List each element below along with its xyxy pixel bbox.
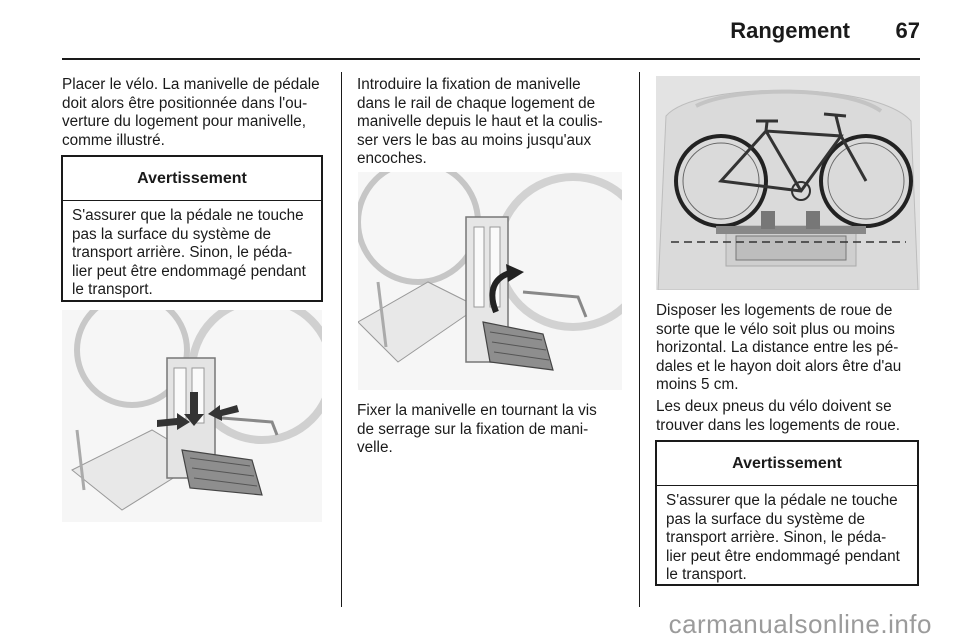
header-rule [62, 58, 920, 60]
col2-paragraph-2: Fixer la manivelle en tournant la vis de serrage sur la fixation de mani- velle. [357, 402, 597, 456]
warning-text: S'assurer que la pédale ne touche pas la surface du système de transport arrière. Sinon, le péda- lier peut être endommagé pendant le transport. [72, 207, 306, 298]
watermark: carmanualsonline.info [668, 609, 932, 639]
warning-box-2 [655, 440, 919, 586]
warning-title: Avertissement [63, 157, 321, 201]
warning-box-1 [61, 155, 323, 302]
col3-paragraph-2: Les deux pneus du vélo doivent se trouver dans les logements de roue. [656, 398, 901, 434]
warning-text: S'assurer que la pédale ne touche pas la surface du système de transport arrière. Sinon, le péda- lier peut être endommagé pendant le transport. [666, 492, 900, 583]
col3-paragraph-1: Disposer les logements de roue de sorte que le vélo soit plus ou moins horizontal. La distance entre les pé- dales et le hayon doit alors être d'au moins 5 cm. [656, 302, 902, 393]
crank-fixing-illustration [358, 172, 622, 390]
page-header [62, 16, 920, 60]
pedal-insertion-illustration [62, 310, 322, 522]
page-number: 67 [895, 18, 920, 43]
column-divider-1 [341, 72, 342, 607]
bike-on-carrier-illustration [656, 76, 920, 290]
warning-title: Avertissement [657, 442, 917, 486]
column-divider-2 [639, 72, 640, 607]
col1-paragraph-1: Placer le vélo. La manivelle de pédale doit alors être positionnée dans l'ou- verture du logement pour manivelle, comme illustré. [62, 76, 320, 149]
section-title: Rangement [730, 18, 850, 43]
col2-paragraph-1: Introduire la fixation de manivelle dans le rail de chaque logement de manivelle depuis le haut et la coulis- ser vers le bas au moins jusqu'aux encoches. [357, 76, 603, 167]
